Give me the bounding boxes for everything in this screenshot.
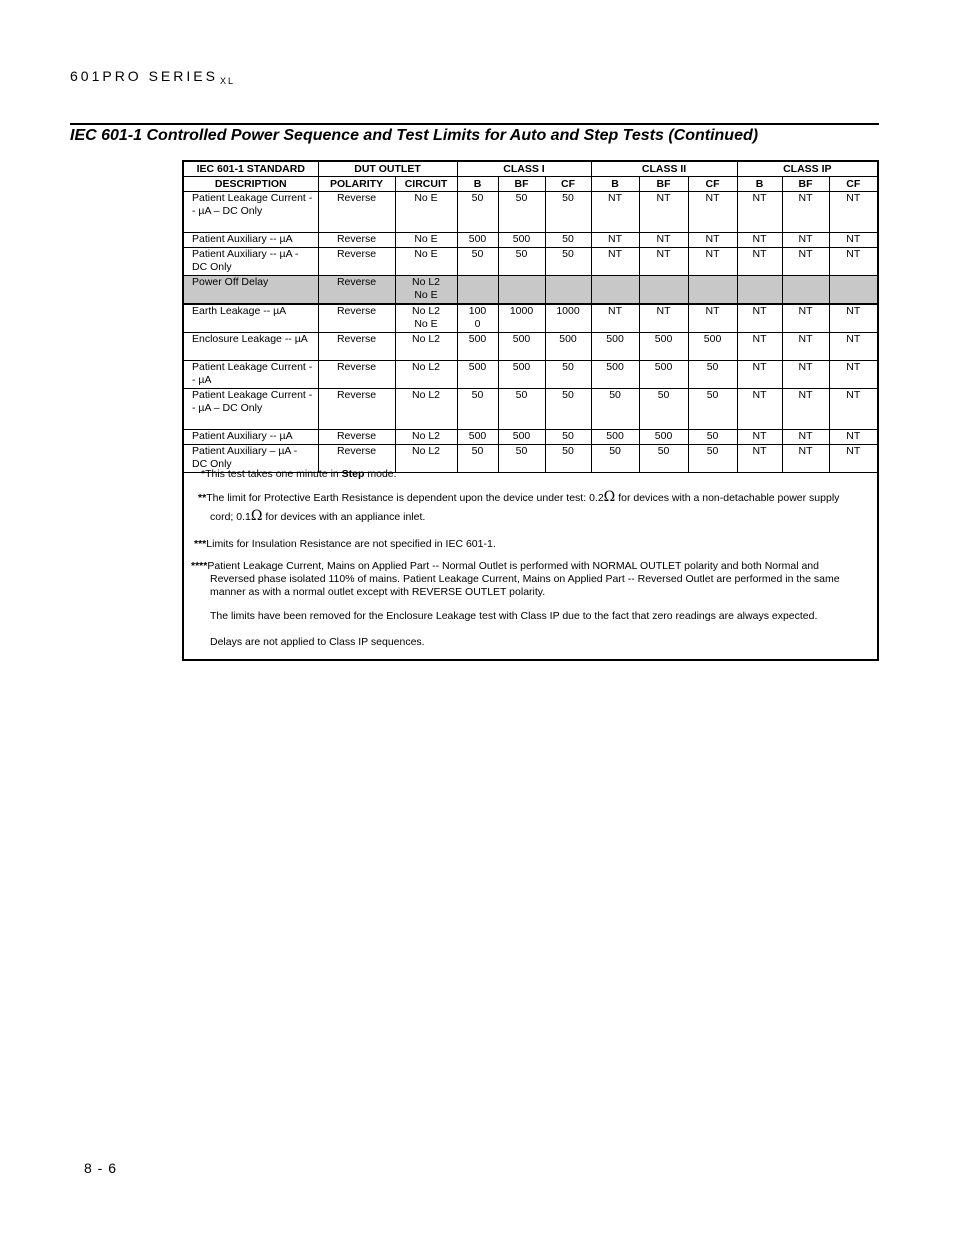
row-description: Patient Auxiliary -- µA [184, 233, 318, 248]
cell-class-i-b: 500 [457, 361, 498, 389]
col-header-class-i-b: B [457, 177, 498, 192]
cell-class-ii-cf: 50 [688, 361, 737, 389]
table-row [184, 192, 877, 233]
note-insulation: ***Limits for Insulation Resistance are not specified in IEC 601-1. [194, 538, 496, 550]
cell-class-ip-bf: NT [782, 333, 829, 361]
cell-class-ii-b: 50 [591, 445, 639, 473]
table-row [184, 276, 877, 305]
cell-class-i-b: 50 [457, 445, 498, 473]
cell-class-ii-bf: 50 [639, 445, 688, 473]
note-step-mode: *This test takes one minute in Step mode. [201, 468, 397, 480]
row-polarity: Reverse [318, 248, 395, 276]
table-row [184, 430, 877, 445]
table-row [184, 304, 877, 333]
col-header-class-i-bf: BF [498, 177, 545, 192]
cell-class-ii-b [591, 276, 639, 305]
cell-class-ii-b: 500 [591, 333, 639, 361]
row-polarity: Reverse [318, 233, 395, 248]
ohm-symbol: Ω [603, 489, 616, 505]
cell-class-i-cf: 50 [545, 430, 591, 445]
cell-class-i-cf: 500 [545, 333, 591, 361]
limits-table-frame [182, 160, 879, 661]
row-circuit: No L2 No E [395, 276, 457, 305]
cell-class-ii-bf: NT [639, 304, 688, 333]
cell-class-ip-b: NT [737, 192, 782, 233]
cell-class-ip-b [737, 276, 782, 305]
row-polarity: Reverse [318, 192, 395, 233]
col-header-circuit: CIRCUIT [395, 177, 457, 192]
cell-class-ii-cf: NT [688, 304, 737, 333]
cell-class-ip-bf [782, 276, 829, 305]
col-header-class-i-cf: CF [545, 177, 591, 192]
cell-class-i-b: 50 [457, 389, 498, 430]
note-mains-applied: ****Patient Leakage Current, Mains on Applied Part -- Normal Outlet is performed with NORMAL OUTLET polarity and both Normal and [191, 560, 819, 572]
cell-class-i-b [457, 276, 498, 305]
cell-class-i-cf: 50 [545, 248, 591, 276]
cell-class-ii-b: 500 [591, 361, 639, 389]
cell-class-ip-b: NT [737, 233, 782, 248]
cell-class-i-cf [545, 276, 591, 305]
cell-class-i-bf: 50 [498, 445, 545, 473]
cell-class-ii-cf: 50 [688, 389, 737, 430]
row-description: Patient Auxiliary -- µA - DC Only [184, 248, 318, 276]
cell-class-ii-cf: NT [688, 192, 737, 233]
cell-class-ip-bf: NT [782, 304, 829, 333]
series-name: 601PRO SERIES [70, 68, 218, 84]
cell-class-ii-b: NT [591, 233, 639, 248]
row-circuit: No L2 No E [395, 304, 457, 333]
group-header-standard: IEC 601-1 STANDARD [184, 162, 318, 177]
cell-class-ip-cf: NT [829, 445, 877, 473]
cell-class-i-cf: 1000 [545, 304, 591, 333]
cell-class-ip-bf: NT [782, 192, 829, 233]
cell-class-i-bf: 50 [498, 248, 545, 276]
row-circuit: No L2 [395, 361, 457, 389]
cell-class-i-bf: 50 [498, 389, 545, 430]
table-row [184, 333, 877, 361]
table-row [184, 361, 877, 389]
row-description: Patient Leakage Current -- µA – DC Only [184, 192, 318, 233]
cell-class-ip-cf: NT [829, 248, 877, 276]
cell-class-i-cf: 50 [545, 445, 591, 473]
cell-class-i-b: 50 [457, 192, 498, 233]
cell-class-i-cf: 50 [545, 192, 591, 233]
row-description: Enclosure Leakage -- µA [184, 333, 318, 361]
row-polarity: Reverse [318, 333, 395, 361]
cell-class-i-bf: 50 [498, 192, 545, 233]
row-description: Power Off Delay [184, 276, 318, 305]
cell-class-ip-cf: NT [829, 430, 877, 445]
cell-class-ii-b: NT [591, 192, 639, 233]
cell-class-ip-b: NT [737, 430, 782, 445]
column-header-row [184, 177, 877, 192]
cell-class-ii-bf [639, 276, 688, 305]
cell-class-i-bf [498, 276, 545, 305]
cell-class-ii-cf [688, 276, 737, 305]
group-header-dut-outlet: DUT OUTLET [318, 162, 457, 177]
col-header-class-ii-b: B [591, 177, 639, 192]
cell-class-ip-cf: NT [829, 304, 877, 333]
col-header-class-ip-b: B [737, 177, 782, 192]
cell-class-ip-cf: NT [829, 333, 877, 361]
row-polarity: Reverse [318, 361, 395, 389]
note-earth-resistance-cont: cord; 0.1Ω for devices with an appliance inlet. [210, 508, 426, 524]
cell-class-ip-b: NT [737, 361, 782, 389]
cell-class-ii-cf: 50 [688, 445, 737, 473]
cell-class-i-b: 500 [457, 430, 498, 445]
cell-class-ii-bf: 500 [639, 430, 688, 445]
cell-class-i-b: 500 [457, 233, 498, 248]
page-number: 8 - 6 [84, 1160, 118, 1176]
cell-class-ip-cf [829, 276, 877, 305]
running-header [70, 68, 235, 86]
cell-class-i-b: 500 [457, 333, 498, 361]
group-header-row [184, 162, 877, 177]
row-description: Patient Leakage Current -- µA – DC Only [184, 389, 318, 430]
group-header-class-ip: CLASS IP [737, 162, 877, 177]
row-description: Patient Auxiliary -- µA [184, 430, 318, 445]
note-enclosure-ip: The limits have been removed for the Enclosure Leakage test with Class IP due to the fact that zero readings are always expected. [210, 610, 818, 622]
cell-class-ii-cf: 50 [688, 430, 737, 445]
cell-class-ip-cf: NT [829, 361, 877, 389]
limits-table [184, 162, 877, 473]
table-row [184, 389, 877, 430]
note-mains-applied-l2: Reversed phase isolated 110% of mains. Patient Leakage Current, Mains on Applied Part -- Reversed Outlet are performed in the same [210, 573, 840, 585]
cell-class-i-cf: 50 [545, 361, 591, 389]
cell-class-ii-b: NT [591, 304, 639, 333]
cell-class-ip-cf: NT [829, 389, 877, 430]
col-header-polarity: POLARITY [318, 177, 395, 192]
row-polarity: Reverse [318, 430, 395, 445]
series-suffix: XL [219, 76, 235, 86]
cell-class-i-cf: 50 [545, 389, 591, 430]
cell-class-ii-bf: 50 [639, 389, 688, 430]
cell-class-ip-cf: NT [829, 233, 877, 248]
cell-class-ii-bf: NT [639, 192, 688, 233]
cell-class-ip-bf: NT [782, 389, 829, 430]
row-circuit: No L2 [395, 389, 457, 430]
col-header-class-ii-cf: CF [688, 177, 737, 192]
group-header-class-ii: CLASS II [591, 162, 737, 177]
cell-class-ip-b: NT [737, 248, 782, 276]
cell-class-i-cf: 50 [545, 233, 591, 248]
row-polarity: Reverse [318, 445, 395, 473]
row-circuit: No L2 [395, 333, 457, 361]
cell-class-i-bf: 500 [498, 333, 545, 361]
cell-class-ip-b: NT [737, 333, 782, 361]
note-earth-resistance: **The limit for Protective Earth Resistance is dependent upon the device under test: 0.2Ω for devices with a non-detachable power supply [198, 489, 840, 505]
cell-class-ip-bf: NT [782, 445, 829, 473]
cell-class-i-bf: 500 [498, 361, 545, 389]
cell-class-ii-bf: 500 [639, 333, 688, 361]
col-header-description: DESCRIPTION [184, 177, 318, 192]
row-circuit: No E [395, 192, 457, 233]
note-delays-ip: Delays are not applied to Class IP sequences. [210, 636, 425, 648]
cell-class-ii-b: 50 [591, 389, 639, 430]
cell-class-i-b: 50 [457, 248, 498, 276]
row-description: Patient Auxiliary – µA - DC Only [184, 445, 318, 473]
cell-class-ip-b: NT [737, 445, 782, 473]
ohm-symbol: Ω [250, 508, 263, 524]
cell-class-ip-b: NT [737, 304, 782, 333]
cell-class-ip-b: NT [737, 389, 782, 430]
col-header-class-ip-cf: CF [829, 177, 877, 192]
group-header-class-i: CLASS I [457, 162, 591, 177]
cell-class-ii-cf: NT [688, 248, 737, 276]
row-circuit: No E [395, 233, 457, 248]
row-description: Earth Leakage -- µA [184, 304, 318, 333]
section-title: IEC 601-1 Controlled Power Sequence and Test Limits for Auto and Step Tests (Continued) [70, 127, 759, 144]
col-header-class-ip-bf: BF [782, 177, 829, 192]
cell-class-ii-b: 500 [591, 430, 639, 445]
cell-class-ip-bf: NT [782, 361, 829, 389]
cell-class-ii-cf: NT [688, 233, 737, 248]
cell-class-ii-cf: 500 [688, 333, 737, 361]
cell-class-ip-bf: NT [782, 430, 829, 445]
row-polarity: Reverse [318, 276, 395, 305]
cell-class-ii-bf: NT [639, 233, 688, 248]
cell-class-i-bf: 500 [498, 430, 545, 445]
row-circuit: No L2 [395, 445, 457, 473]
note-mains-applied-l3: manner as with a normal outlet except with REVERSE OUTLET polarity. [210, 586, 546, 598]
table-row [184, 233, 877, 248]
table-row [184, 248, 877, 276]
cell-class-ii-b: NT [591, 248, 639, 276]
row-circuit: No L2 [395, 430, 457, 445]
row-description: Patient Leakage Current -- µA [184, 361, 318, 389]
cell-class-ii-bf: NT [639, 248, 688, 276]
cell-class-i-b: 100 0 [457, 304, 498, 333]
cell-class-ii-bf: 500 [639, 361, 688, 389]
row-polarity: Reverse [318, 304, 395, 333]
cell-class-i-bf: 500 [498, 233, 545, 248]
cell-class-ip-bf: NT [782, 248, 829, 276]
cell-class-i-bf: 1000 [498, 304, 545, 333]
col-header-class-ii-bf: BF [639, 177, 688, 192]
cell-class-ip-bf: NT [782, 233, 829, 248]
cell-class-ip-cf: NT [829, 192, 877, 233]
header-rule [70, 123, 879, 125]
row-polarity: Reverse [318, 389, 395, 430]
row-circuit: No E [395, 248, 457, 276]
